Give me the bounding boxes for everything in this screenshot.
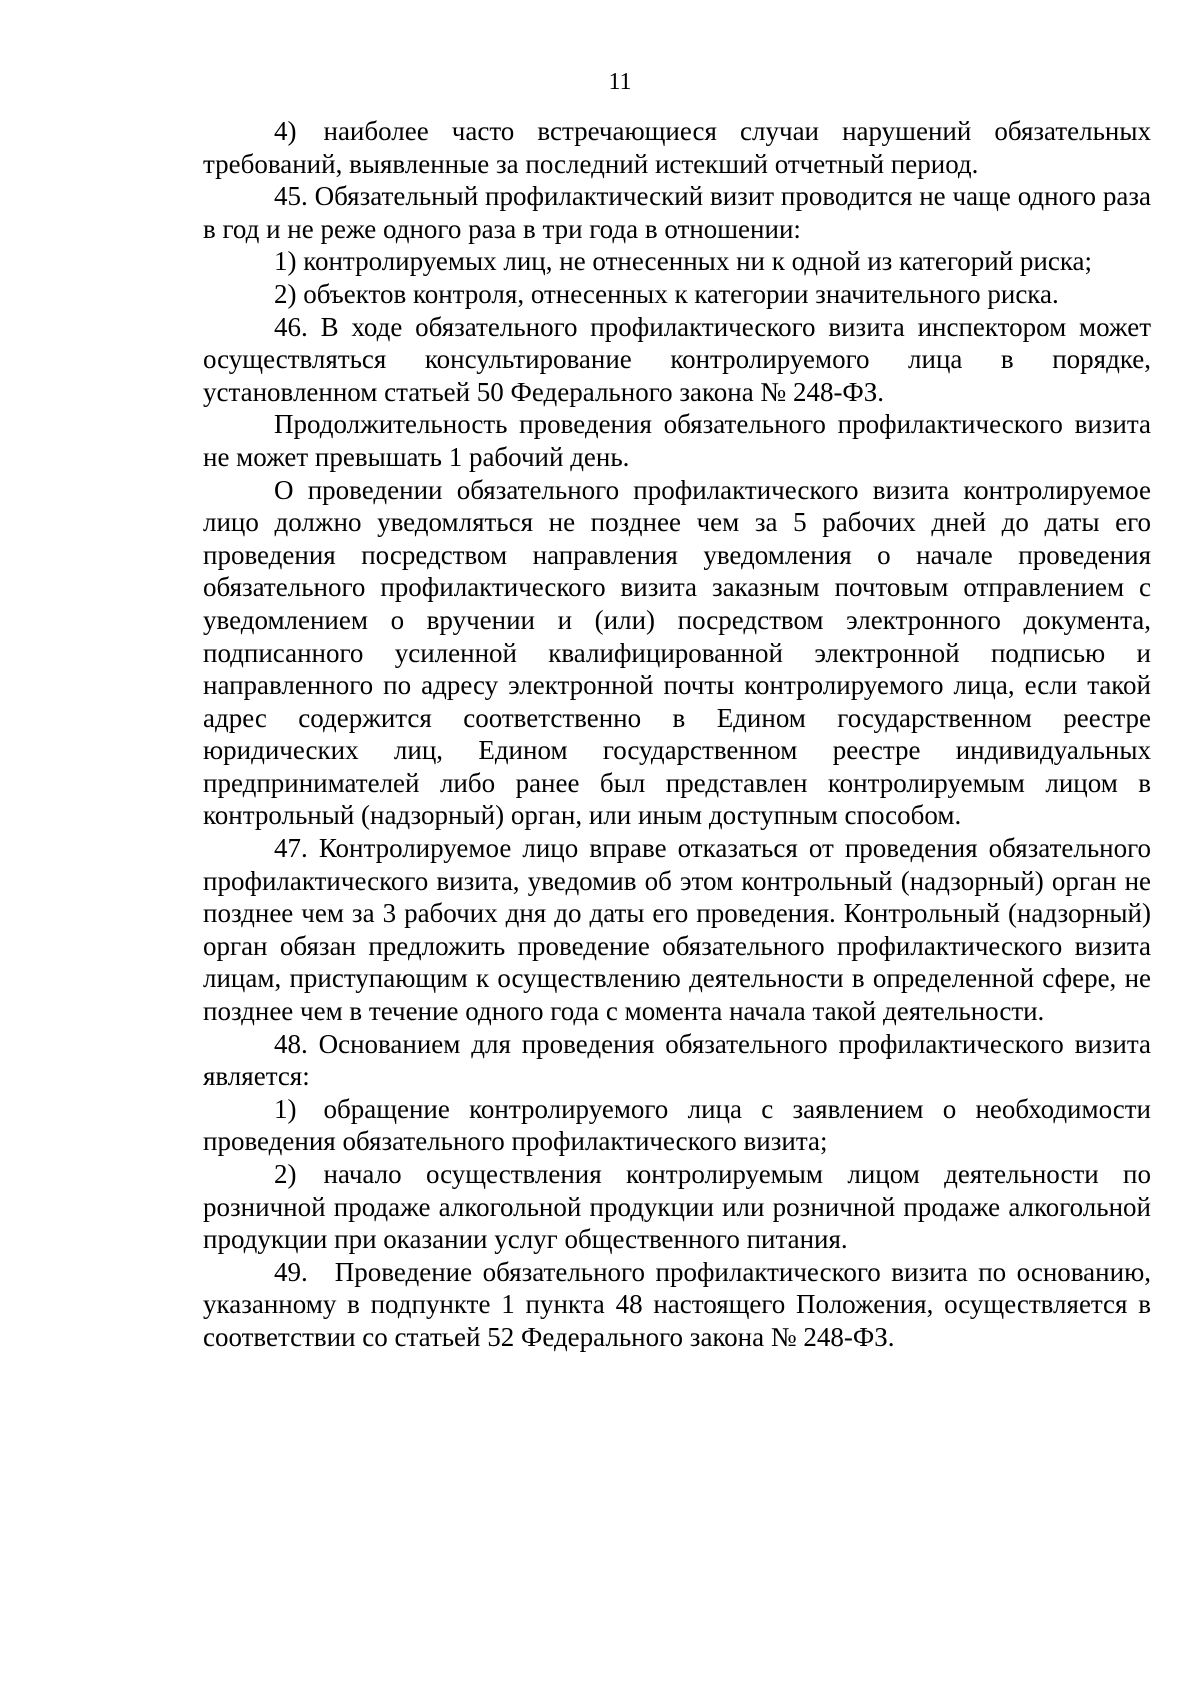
- paragraph-49: 49. Проведение обязательного профилактического визита по основанию, указанному в подпункте 1 пункта 48 настоящего Положения, осуществляется в соответствии со статьей 52 Федерального закона № 248-ФЗ.: [203, 1256, 1151, 1352]
- list-item-2-alcohol-retail: 2) начало осуществления контролируемым лицом деятельности по розничной продаже алкогольной продукции или розничной продаже алкогольной продукции при оказании услуг общественного питания.: [203, 1159, 1151, 1255]
- paragraph-47: 47. Контролируемое лицо вправе отказаться от проведения обязательного профилактического визита, уведомив об этом контрольный (надзорный) орган не позднее чем за 3 рабочих дня до даты его проведения. Контрольный (надзорный) орган обязан предложить проведение обязательного профилактического визита лицам, приступающим к осуществлению деятельности в определенной сфере, не позднее чем в течение одного года с момента начала такой деятельности.: [203, 833, 1151, 1027]
- paragraph-48: 48. Основанием для проведения обязательного профилактического визита является:: [203, 1028, 1151, 1092]
- paragraph-45: 45. Обязательный профилактический визит проводится не чаще одного раза в год и не реже одного раза в три года в отношении:: [203, 181, 1151, 244]
- list-item-1-uncategorized-persons: 1) контролируемых лиц, не отнесенных ни к одной из категорий риска;: [274, 246, 1093, 277]
- page-number: 11: [608, 69, 632, 95]
- paragraph-46-notification: О проведении обязательного профилактического визита контролируемое лицо должно уведомляться не позднее чем за 5 рабочих дней до даты его проведения посредством направления уведомления о начале проведения обязательного профилактического визита заказным почтовым отправлением с уведомлением о вручении и (или) посредством электронного документа, подписанного усиленной квалифицированной электронной подписью и направленного по адресу электронной почты контролируемого лица, если такой адрес содержится соответственно в Едином государственном реестре юридических лиц, Едином государственном реестре индивидуальных предпринимателей либо ранее был представлен контролируемым лицом в контрольный (надзорный) орган, или иным доступным способом.: [203, 474, 1151, 831]
- list-item-4-frequent-violations: 4) наиболее часто встречающиеся случаи нарушений обязательных требований, выявленные за последний истекший отчетный период.: [203, 116, 1151, 179]
- paragraph-46: 46. В ходе обязательного профилактического визита инспектором может осуществляться консультирование контролируемого лица в порядке, установленном статьей 50 Федерального закона № 248-ФЗ.: [203, 311, 1151, 407]
- list-item-1-application: 1) обращение контролируемого лица с заявлением о необходимости проведения обязательного профилактического визита;: [203, 1093, 1151, 1157]
- document-body: [203, 115, 1151, 1354]
- list-item-2-significant-risk-objects: 2) объектов контроля, отнесенных к категории значительного риска.: [274, 278, 1059, 309]
- paragraph-46-duration: Продолжительность проведения обязательного профилактического визита не может превышать 1 рабочий день.: [203, 409, 1151, 472]
